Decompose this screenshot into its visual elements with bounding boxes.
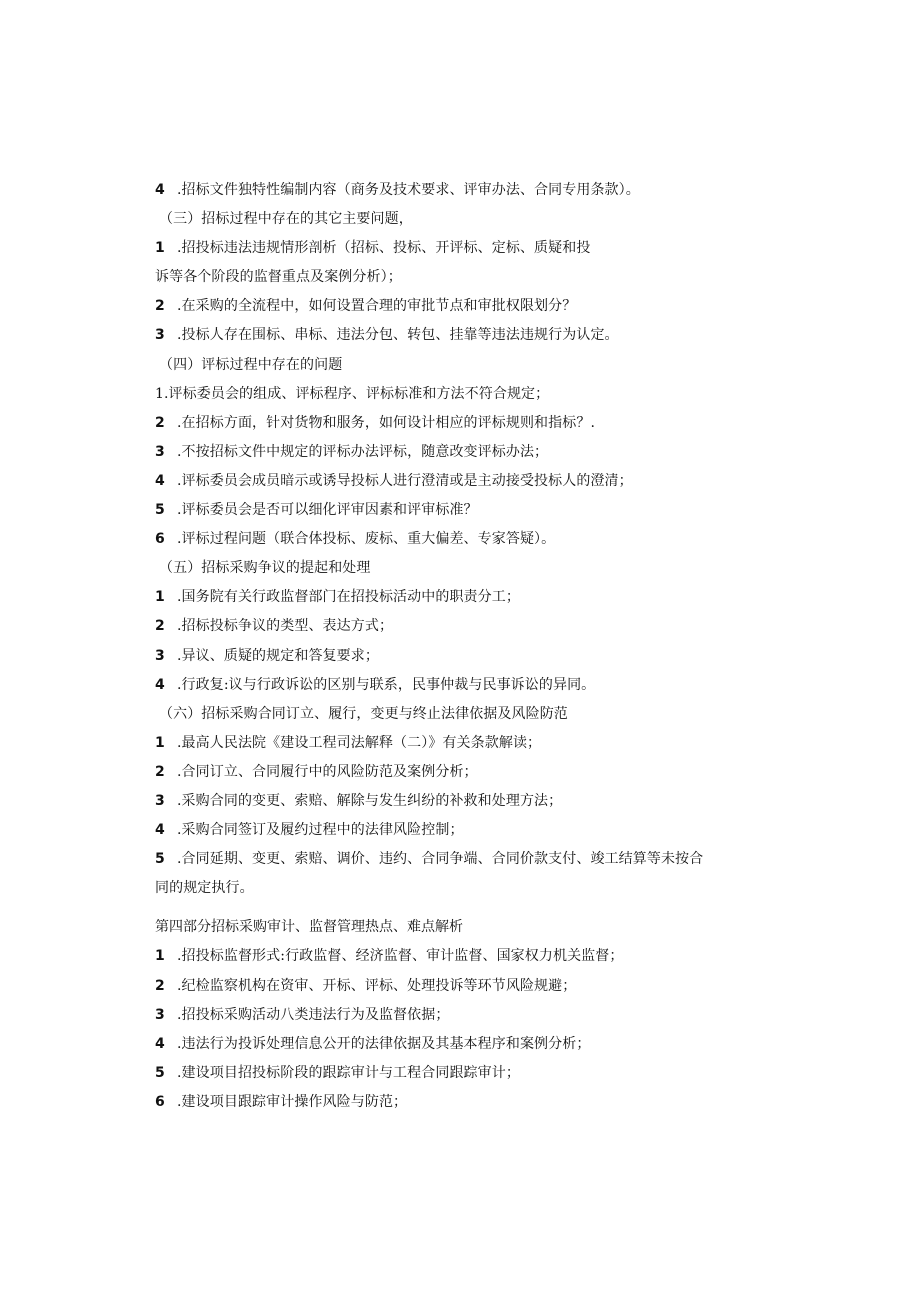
list-item <box>155 438 765 467</box>
item-text: 1.评标委员会的组成、评标程序、评标标准和方法不符合规定； <box>155 385 550 402</box>
section-heading <box>155 554 765 583</box>
list-item <box>155 642 765 671</box>
item-text: .招标文件独特性编制内容（商务及技术要求、评审办法、合同专用条款）。 <box>177 182 640 198</box>
item-number: 2 <box>155 763 165 780</box>
list-item <box>155 612 765 641</box>
list-item <box>155 816 765 845</box>
item-text: .招投标采购活动八类违法行为及监督依据； <box>177 1006 450 1023</box>
list-item <box>155 1030 765 1059</box>
list-item <box>155 176 765 205</box>
item-text: 同的规定执行。 <box>155 880 254 897</box>
item-number: 3 <box>155 327 165 344</box>
item-text: .违法行为投诉处理信息公开的法律依据及其基本程序和案例分析； <box>177 1035 591 1052</box>
list-item <box>155 787 765 816</box>
list-item <box>155 972 765 1001</box>
list-item <box>155 583 765 612</box>
item-number: 4 <box>155 1035 165 1052</box>
item-text: .纪检监察机构在资审、开标、评标、处理投诉等环节风险规避； <box>177 977 577 994</box>
item-text: .采购合同的变更、索赔、解除与发生纠纷的补救和处理方法； <box>177 792 563 809</box>
list-item <box>155 409 765 438</box>
item-text: .最高人民法院《建设工程司法解释（二）》有关条款解读； <box>177 734 542 751</box>
part-heading-text: 第四部分招标采购审计、监督管理热点、难点解析 <box>155 919 463 936</box>
item-number: 5 <box>155 1064 165 1081</box>
item-text: .行政复:议与行政诉讼的区别与联系，民事仲裁与民事诉讼的异同。 <box>177 676 596 693</box>
list-item <box>155 1088 765 1117</box>
item-number: 5 <box>155 502 165 519</box>
item-text: .评标委员会成员暗示或诱导投标人进行澄清或是主动接受投标人的澄清； <box>177 472 633 489</box>
item-text: 诉等各个阶段的监督重点及案例分析）； <box>155 269 402 286</box>
item-text: .不按招标文件中规定的评标办法评标，随意改变评标办法； <box>177 443 549 460</box>
item-text: .评标过程问题（联合体投标、废标、重大偏差、专家答疑）。 <box>177 531 556 548</box>
item-text: .采购合同签订及履约过程中的法律风险控制； <box>177 822 464 839</box>
list-item <box>155 321 765 350</box>
item-number: 1 <box>155 240 165 257</box>
section-heading <box>155 700 765 729</box>
item-number: 6 <box>155 1093 165 1110</box>
item-text: .异议、质疑的规定和答复要求； <box>177 647 379 664</box>
document-body <box>155 176 765 1117</box>
item-number: 4 <box>155 822 165 839</box>
section-heading <box>155 351 765 380</box>
item-number: 1 <box>155 589 165 606</box>
item-number: 4 <box>155 472 165 489</box>
list-item <box>155 1059 765 1088</box>
section-heading-text: （六）招标采购合同订立、履行，变更与终止法律依据及风险防范 <box>159 705 568 722</box>
item-number: 4 <box>155 182 165 198</box>
section-heading-text: （五）招标采购争议的提起和处理 <box>159 560 371 577</box>
section-heading <box>155 205 765 234</box>
item-number: 2 <box>155 298 165 315</box>
list-item <box>155 1001 765 1030</box>
item-number: 1 <box>155 948 165 965</box>
item-text: .招投标监督形式:行政监督、经济监督、审计监督、国家权力机关监督； <box>177 948 624 965</box>
list-item <box>155 671 765 700</box>
list-item <box>155 496 765 525</box>
item-number: 3 <box>155 1006 165 1023</box>
item-text: .建设项目招投标阶段的跟踪审计与工程合同跟踪审计； <box>177 1064 520 1081</box>
list-item <box>155 525 765 554</box>
list-item <box>155 729 765 758</box>
item-text: .评标委员会是否可以细化评审因素和评审标准？ <box>177 502 478 519</box>
part-heading <box>155 913 765 942</box>
item-text: .招标投标争议的类型、表达方式； <box>177 618 394 635</box>
item-text: .在采购的全流程中，如何设置合理的审批节点和审批权限划分？ <box>177 298 577 315</box>
item-text: .国务院有关行政监督部门在招投标活动中的职责分工； <box>177 589 520 606</box>
list-item <box>155 380 765 409</box>
item-number: 5 <box>155 851 165 868</box>
list-item <box>155 758 765 787</box>
item-number: 3 <box>155 647 165 664</box>
item-text: .合同订立、合同履行中的风险防范及案例分析； <box>177 763 478 780</box>
list-item <box>155 234 765 263</box>
item-number: 2 <box>155 977 165 994</box>
list-item-continuation <box>155 874 765 903</box>
item-number: 2 <box>155 618 165 635</box>
section-heading-text: （四）评标过程中存在的问题 <box>159 356 343 373</box>
list-item <box>155 467 765 496</box>
section-heading-text: （三）招标过程中存在的其它主要问题， <box>159 211 413 228</box>
item-number: 3 <box>155 443 165 460</box>
item-number: 2 <box>155 414 165 431</box>
item-number: 1 <box>155 734 165 751</box>
list-item <box>155 845 765 874</box>
list-item <box>155 292 765 321</box>
item-text: .招投标违法违规情形剖析（招标、投标、开评标、定标、质疑和投 <box>177 240 591 257</box>
item-text: .建设项目跟踪审计操作风险与防范； <box>177 1093 408 1110</box>
item-text: .合同延期、变更、索赔、调价、违约、合同争端、合同价款支付、竣工结算等未按合 <box>177 851 704 868</box>
item-number: 3 <box>155 792 165 809</box>
item-number: 6 <box>155 531 165 548</box>
list-item-continuation <box>155 263 765 292</box>
item-number: 4 <box>155 676 165 693</box>
list-item <box>155 942 765 971</box>
item-text: .在招标方面，针对货物和服务，如何设计相应的评标规则和指标？. <box>177 414 595 431</box>
item-text: .投标人存在围标、串标、违法分包、转包、挂靠等违法违规行为认定。 <box>177 327 619 344</box>
